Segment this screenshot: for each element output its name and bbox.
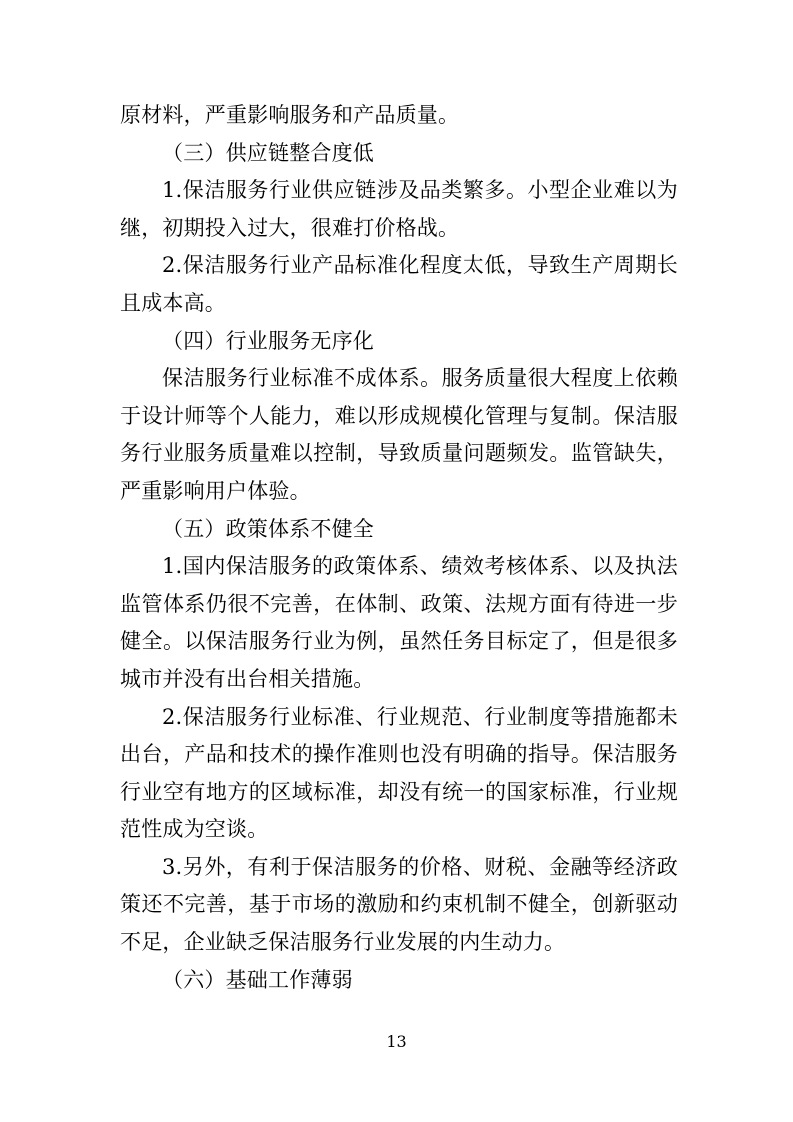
text-line: 1.国内保洁服务的政策体系、绩效考核体系、以及执法 xyxy=(162,554,678,579)
text-line: 出台，产品和技术的操作准则也没有明确的指导。保洁服务 xyxy=(120,742,678,767)
text-line: 行业空有地方的区域标准，却没有统一的国家标准，行业规 xyxy=(120,779,678,804)
text-line: 2.保洁服务行业标准、行业规范、行业制度等措施都未 xyxy=(162,704,678,729)
section-heading-4: （四）行业服务无序化 xyxy=(162,328,374,353)
section-heading-6: （六）基础工作薄弱 xyxy=(162,967,353,992)
text-line: 策还不完善，基于市场的激励和约束机制不健全，创新驱动 xyxy=(120,892,678,917)
text-line: 范性成为空谈。 xyxy=(120,817,269,842)
text-line: 保洁服务行业标准不成体系。服务质量很大程度上依赖 xyxy=(162,366,678,391)
text-line: 于设计师等个人能力，难以形成规模化管理与复制。保洁服 xyxy=(120,403,678,428)
text-line: 1.保洁服务行业供应链涉及品类繁多。小型企业难以为 xyxy=(162,178,678,203)
text-line: 城市并没有出台相关措施。 xyxy=(120,666,375,691)
text-line: 且成本高。 xyxy=(120,290,226,315)
text-line: 2.保洁服务行业产品标准化程度太低，导致生产周期长 xyxy=(162,253,678,278)
page-number: 13 xyxy=(386,1032,407,1051)
text-line: 不足，企业缺乏保洁服务行业发展的内生动力。 xyxy=(120,930,566,955)
text-line: 原材料，严重影响服务和产品质量。 xyxy=(120,103,460,127)
text-line: 务行业服务质量难以控制，导致质量问题频发。监管缺失， xyxy=(120,441,678,466)
section-heading-5: （五）政策体系不健全 xyxy=(162,516,374,541)
text-line: 健全。以保洁服务行业为例，虽然任务目标定了，但是很多 xyxy=(120,629,678,654)
text-line: 严重影响用户体验。 xyxy=(120,478,311,503)
text-line: 监管体系仍很不完善，在体制、政策、法规方面有待进一步 xyxy=(120,591,678,616)
section-heading-3: （三）供应链整合度低 xyxy=(162,140,374,165)
text-line: 继，初期投入过大，很难打价格战。 xyxy=(120,215,460,240)
document-body xyxy=(120,97,678,999)
text-line: 3.另外，有利于保洁服务的价格、财税、金融等经济政 xyxy=(162,854,678,879)
